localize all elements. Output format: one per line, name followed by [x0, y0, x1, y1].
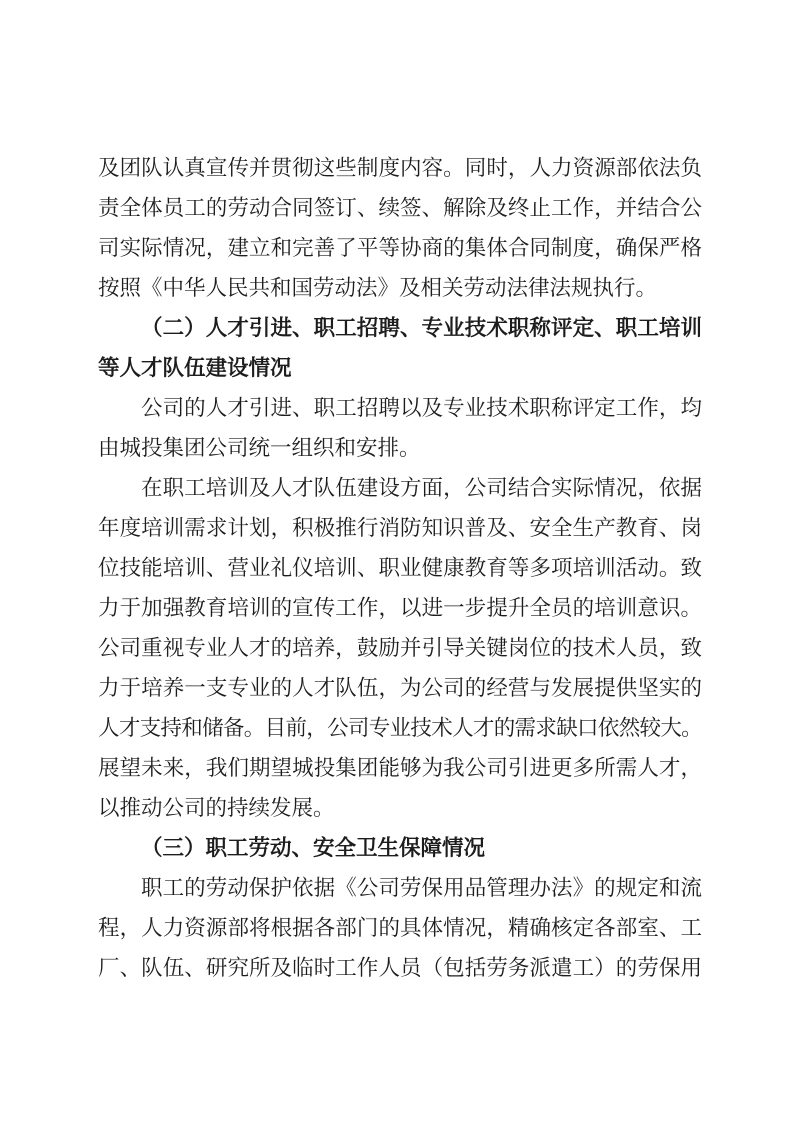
heading-line: （二）人才引进、职工招聘、专业技术职称评定、职工培训 [141, 316, 702, 340]
text-line: 责全体员工的劳动合同签订、续签、解除及终止工作，并结合公 [98, 196, 702, 220]
paragraph [98, 388, 702, 468]
text-line: 年度培训需求计划，积极推行消防知识普及、安全生产教育、岗 [98, 516, 702, 540]
text-line: 职工的劳动保护依据《公司劳保用品管理办法》的规定和流 [141, 876, 702, 900]
heading-line: （三）职工劳动、安全卫生保障情况 [141, 836, 486, 860]
text-line: 人才支持和储备。目前，公司专业技术人才的需求缺口依然较大。 [98, 716, 702, 740]
text-line: 展望未来，我们期望城投集团能够为我公司引进更多所需人才， [98, 756, 702, 780]
text-line: 司实际情况，建立和完善了平等协商的集体合同制度，确保严格 [98, 236, 702, 260]
text-line: 由城投集团公司统一组织和安排。 [98, 436, 421, 460]
text-line: 公司重视专业人才的培养，鼓励并引导关键岗位的技术人员，致 [98, 636, 702, 660]
text-line: 在职工培训及人才队伍建设方面，公司结合实际情况，依据 [141, 476, 702, 500]
section-heading-3 [98, 828, 702, 868]
text-line: 公司的人才引进、职工招聘以及专业技术职称评定工作，均 [141, 396, 702, 420]
heading-line: 等人才队伍建设情况 [98, 356, 292, 380]
text-line: 力于加强教育培训的宣传工作，以进一步提升全员的培训意识。 [98, 596, 702, 620]
paragraph-continuation [98, 148, 702, 308]
paragraph [98, 468, 702, 828]
text-line: 厂、队伍、研究所及临时工作人员（包括劳务派遣工）的劳保用 [98, 956, 702, 980]
text-line: 以推动公司的持续发展。 [98, 796, 335, 820]
text-line: 及团队认真宣传并贯彻这些制度内容。同时，人力资源部依法负 [98, 156, 702, 180]
section-heading-2 [98, 308, 702, 388]
text-line: 位技能培训、营业礼仪培训、职业健康教育等多项培训活动。致 [98, 556, 702, 580]
text-line: 力于培养一支专业的人才队伍，为公司的经营与发展提供坚实的 [98, 676, 702, 700]
paragraph [98, 868, 702, 988]
text-line: 程，人力资源部将根据各部门的具体情况，精确核定各部室、工 [98, 916, 702, 940]
text-line: 按照《中华人民共和国劳动法》及相关劳动法律法规执行。 [98, 276, 658, 300]
document-body [98, 148, 702, 988]
